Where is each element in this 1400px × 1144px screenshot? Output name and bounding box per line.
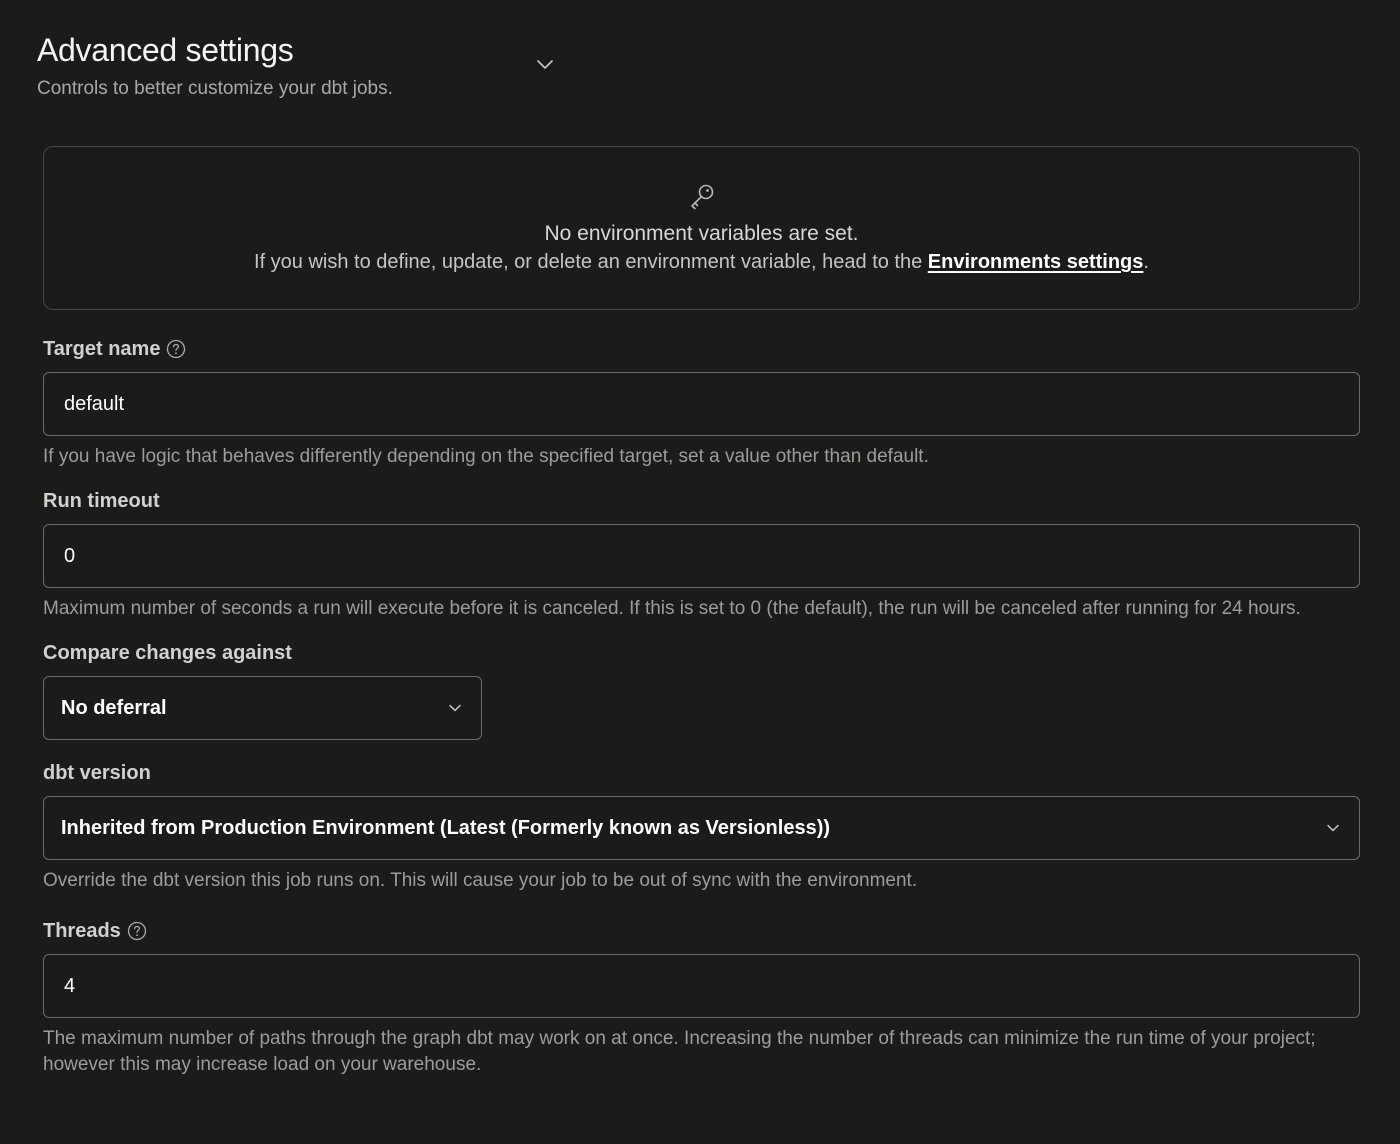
dbt-version-label: dbt version bbox=[43, 762, 151, 784]
threads-input[interactable] bbox=[43, 954, 1360, 1018]
env-vars-empty-title: No environment variables are set. bbox=[544, 222, 859, 245]
target-name-label bbox=[43, 336, 1360, 362]
dbt-version-selected-value: Inherited from Production Environment (Latest (Formerly known as Versionless)) bbox=[61, 816, 831, 839]
env-vars-description-end: . bbox=[1143, 251, 1149, 273]
chevron-down-icon[interactable] bbox=[534, 54, 556, 76]
target-name-field bbox=[43, 336, 1360, 470]
section-subtitle: Controls to better customize your dbt jobs. bbox=[37, 78, 393, 99]
target-name-input[interactable] bbox=[43, 372, 1360, 436]
target-name-label-text: Target name bbox=[43, 338, 161, 360]
run-timeout-field bbox=[43, 488, 1360, 622]
help-icon[interactable] bbox=[127, 921, 147, 941]
section-header bbox=[37, 28, 557, 102]
run-timeout-input[interactable] bbox=[43, 524, 1360, 588]
dbt-version-hint: Override the dbt version this job runs on. This will cause your job to be out of sync with the environment. bbox=[43, 870, 918, 891]
run-timeout-hint: Maximum number of seconds a run will execute before it is canceled. If this is set to 0 (the default), the run will be canceled after running for 24 hours. bbox=[43, 598, 1301, 619]
threads-hint: The maximum number of paths through the graph dbt may work on at once. Increasing the number of threads can minimize the run time of your project; however this may increase load on your warehouse. bbox=[43, 1028, 1316, 1075]
dbt-version-field bbox=[43, 760, 1360, 894]
dbt-version-select[interactable] bbox=[43, 796, 1360, 860]
compare-changes-select[interactable] bbox=[43, 676, 482, 740]
chevron-down-icon bbox=[1325, 820, 1341, 836]
compare-changes-label: Compare changes against bbox=[43, 642, 292, 664]
target-name-hint: If you have logic that behaves differently depending on the specified target, set a value other than default. bbox=[43, 446, 929, 467]
threads-field bbox=[43, 918, 1360, 1078]
threads-label bbox=[43, 918, 1360, 944]
environments-settings-link[interactable]: Environments settings bbox=[927, 251, 1144, 273]
env-vars-empty-description bbox=[44, 247, 1359, 277]
compare-changes-field bbox=[43, 640, 1360, 740]
env-vars-empty-card bbox=[43, 146, 1360, 310]
chevron-down-icon bbox=[447, 700, 463, 716]
threads-label-text: Threads bbox=[43, 920, 121, 942]
section-title: Advanced settings bbox=[37, 32, 294, 68]
compare-changes-selected-value: No deferral bbox=[61, 696, 167, 719]
run-timeout-label: Run timeout bbox=[43, 490, 160, 512]
env-vars-description-text: If you wish to define, update, or delete an environment variable, head to the bbox=[254, 251, 928, 273]
help-icon[interactable] bbox=[166, 339, 186, 359]
key-icon bbox=[687, 181, 717, 211]
advanced-settings-form bbox=[43, 146, 1360, 1078]
